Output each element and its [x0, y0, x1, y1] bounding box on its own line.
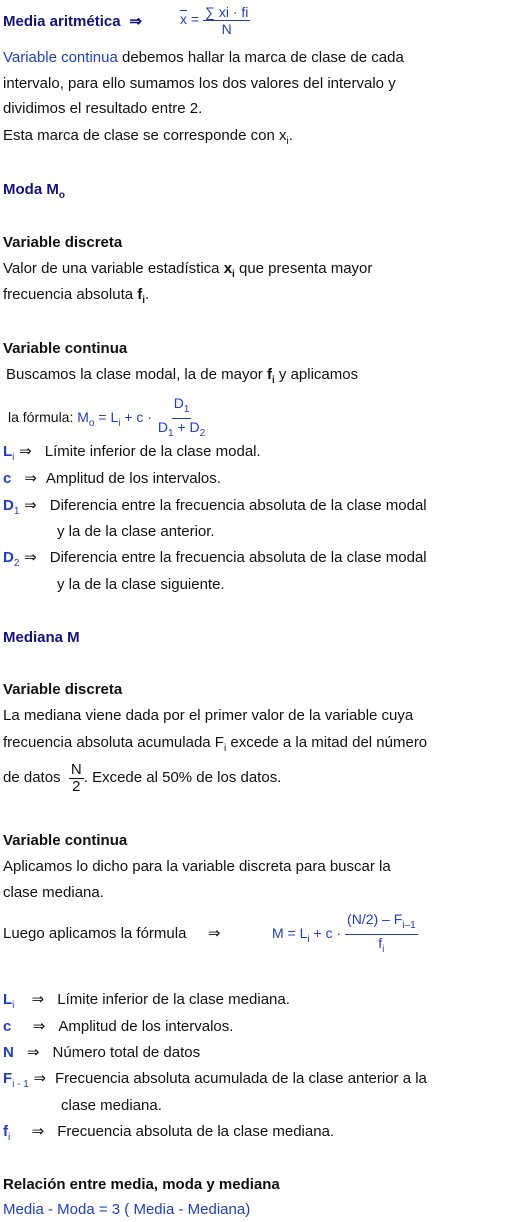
mediana-discreta-line-2: frecuencia absoluta acumulada $F_i$ excede a la mitad del número — [3, 734, 428, 754]
implies-arrow-icon: ⇒ — [207, 925, 221, 942]
implies-arrow-icon: ⇒ — [31, 991, 45, 1008]
mediana-discreta-line-3: de datos $\frac{N}{2}$ . Excede al 50% de los datos. — [3, 760, 282, 795]
mediana-continua-line-3: Luego aplicamos la fórmula ⇒ — [3, 924, 225, 944]
moda-continua-title: Variable continua — [3, 340, 128, 357]
media-title: Media aritmética ⇒ — [3, 12, 147, 32]
mediana-discreta-line-1: La mediana viene dada por el primer valor de la variable cuya — [3, 707, 414, 724]
implies-arrow-icon: ⇒ — [24, 470, 37, 487]
moda-discreta-title: Variable discreta — [3, 234, 123, 251]
media-text-line-2: intervalo, para ello sumamos los dos valores del intervalo y — [3, 75, 396, 92]
mediana-def-li: $L_i$ ⇒ Límite inferior de la clase mediana. — [3, 991, 290, 1011]
implies-arrow-icon: ⇒ — [31, 1123, 45, 1140]
mediana-title: Mediana M — [3, 629, 80, 646]
implies-arrow-icon: ⇒ — [24, 549, 37, 566]
moda-def-d2: $D_2$ ⇒ Diferencia entre la frecuencia absoluta de la clase modal — [3, 549, 427, 569]
implies-arrow-icon: ⇒ — [26, 1044, 40, 1061]
media-text-line-3: dividimos el resultado entre 2. — [3, 100, 203, 117]
moda-title: Moda $M_o$ — [3, 181, 65, 201]
mediana-def-c: c ⇒ Amplitud de los intervalos. — [3, 1018, 234, 1035]
moda-discreta-line-2: frecuencia absoluta $f_i$. — [3, 286, 150, 306]
media-text-line-1: Variable continua debemos hallar la marca de clase de cada — [3, 49, 404, 66]
moda-def-d2-cont: y la de la clase siguiente. — [57, 576, 225, 593]
implies-arrow-icon: ⇒ — [32, 1018, 46, 1035]
implies-arrow-icon: ⇒ — [33, 1070, 47, 1087]
moda-def-c: c ⇒ Amplitud de los intervalos. — [3, 470, 221, 487]
mediana-continua-line-2: clase mediana. — [3, 884, 104, 901]
mediana-def-fi: $f_i$ ⇒ Frecuencia absoluta de la clase mediana. — [3, 1123, 335, 1143]
implies-arrow-icon: ⇒ — [19, 443, 32, 460]
moda-def-d1-cont: y la de la clase anterior. — [57, 523, 215, 540]
mediana-def-fi1-cont: clase mediana. — [61, 1097, 162, 1114]
mediana-formula: $M = L_i + c$ · $\frac{(N/2) - F_{i-1}}{f_i}$ — [272, 911, 416, 955]
mediana-def-fi1: $F_{i - 1}$ ⇒ Frecuencia absoluta acumulada de la clase anterior a la — [3, 1070, 427, 1090]
mediana-continua-line-1: Aplicamos lo dicho para la variable discreta para buscar la — [3, 858, 391, 875]
moda-continua-line-1: Buscamos la clase modal, la de mayor $f_i$ y aplicamos — [6, 366, 359, 386]
media-text-line-4: Esta marca de clase se corresponde con $x_i$. — [3, 127, 293, 147]
moda-discreta-line-1: Valor de una variable estadística $x_i$ que presenta mayor — [3, 260, 373, 280]
mediana-def-n: N ⇒ Número total de datos — [3, 1044, 201, 1061]
moda-def-d1: $D_1$ ⇒ Diferencia entre la frecuencia absoluta de la clase modal — [3, 497, 427, 517]
relacion-formula: Media - Moda = 3 ( Media - Mediana) — [3, 1201, 251, 1218]
moda-formula: la fórmula: $M_o = L_i + c$ · $\frac{D_1}{D_1 + D_2}$ — [8, 395, 206, 439]
mediana-discreta-title: Variable discreta — [3, 681, 123, 698]
mediana-continua-title: Variable continua — [3, 832, 128, 849]
moda-def-li: $L_i$ ⇒ Límite inferior de la clase modal. — [3, 443, 261, 463]
relacion-title: Relación entre media, moda y mediana — [3, 1176, 280, 1193]
implies-arrow-icon: ⇒ — [24, 497, 37, 514]
implies-arrow-icon: ⇒ — [129, 13, 142, 30]
media-formula: $\overline{x}$ = $\frac{\sum xi \cdot fi}{N}$ — [180, 4, 249, 37]
